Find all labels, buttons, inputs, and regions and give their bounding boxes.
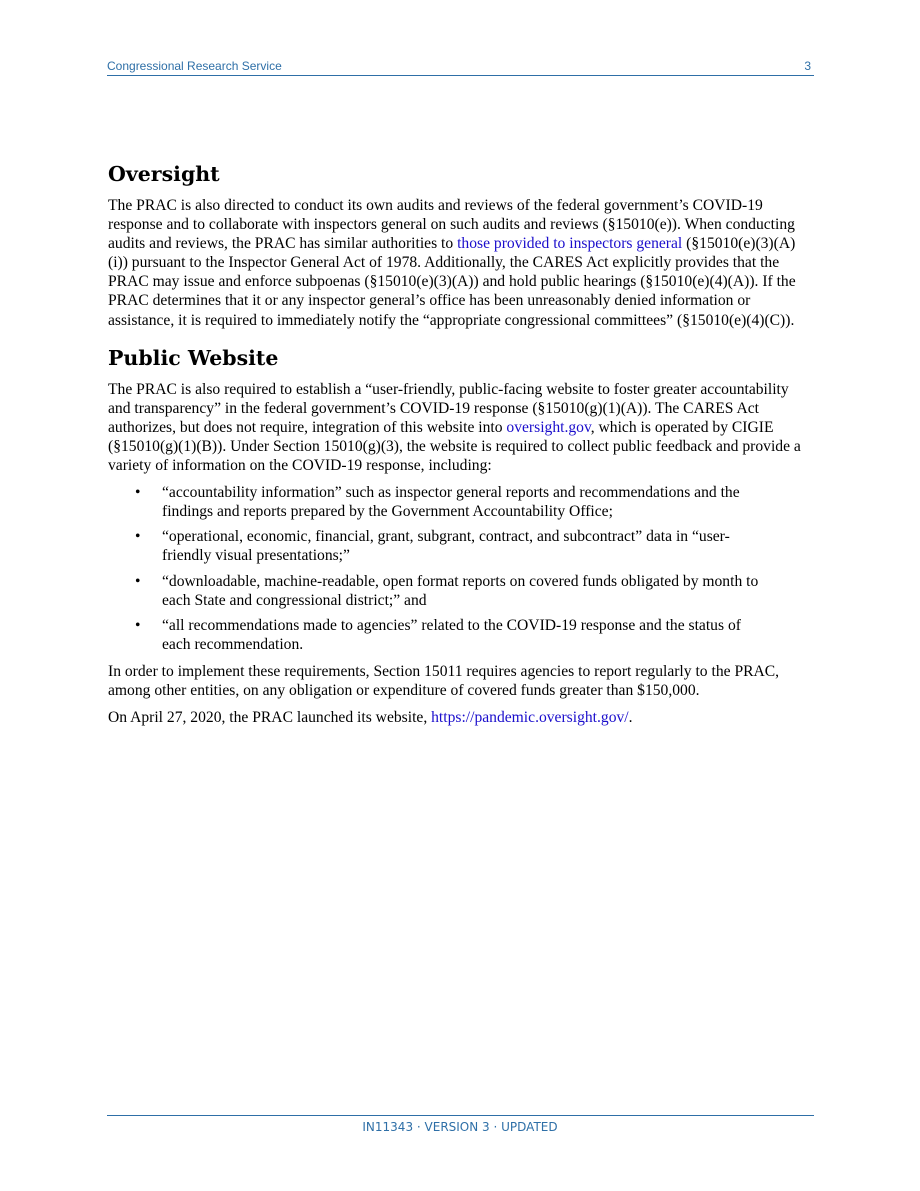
ig-authorities-link[interactable]: those provided to inspectors general (457, 235, 683, 253)
oversight-text-a: The PRAC is also directed to conduct its own audits and reviews of the federal government’s COVID-19 response and to collaborate with inspectors general on such audits and reviews (§15010(e)). When conducting audits and reviews, the PRAC has similar authorities to (108, 197, 795, 253)
website-text-a: The PRAC is also required to establish a “user-friendly, public-facing website to foster greater accountability and transparency” in the federal government’s COVID-19 response (§15010(g)(1)(A)). The CARES Act authorizes, but does not require, integration of this website into (108, 380, 789, 436)
reporting-paragraph: In order to implement these requirements, Section 15011 requires agencies to report regularly to the PRAC, among other entities, on any obligation or expenditure of covered funds greater than $150,000. (108, 662, 780, 699)
bullet-icon: • (135, 528, 141, 546)
list-item-text: “all recommendations made to agencies” related to the COVID-19 response and the status of each recommendation. (162, 616, 741, 653)
launch-text-b: . (628, 709, 633, 727)
bullet-icon: • (135, 616, 141, 634)
oversight-text-b: (§15010(e)(3)(A)(i)) pursuant to the Inspector General Act of 1978. Additionally, the CARES Act explicitly provides that the PRAC may issue and enforce subpoenas (§15010(e)(3)(A)) and hold public hearings (§15010(e)(4)(A)). If the PRAC determines that it or any inspector general’s office has been unreasonably denied information or assistance, it is required to immediately notify the “appropriate congressional committees” (§15010(e)(4)(C)). (108, 235, 796, 329)
list-item-text: “operational, economic, financial, grant, subgrant, contract, and subcontract” data in “user-friendly visual presentations;” (162, 528, 730, 565)
page-header (107, 58, 814, 76)
list-item-text: “accountability information” such as inspector general reports and recommendations and the findings and reports prepared by the Government Accountability Office; (162, 484, 740, 521)
launch-paragraph (108, 708, 814, 727)
oversight-paragraph (108, 196, 814, 330)
oversight-heading: Oversight (108, 162, 220, 186)
page-number: 3 (804, 59, 811, 73)
list-item (108, 483, 762, 521)
header-org: Congressional Research Service (107, 59, 282, 73)
list-item (108, 616, 762, 654)
website-paragraph (108, 380, 814, 475)
oversight-gov-link[interactable]: oversight.gov (506, 418, 591, 436)
pandemic-oversight-link[interactable]: https://pandemic.oversight.gov/ (431, 709, 629, 727)
main-content (108, 160, 814, 735)
website-text-b: , which is operated by CIGIE (§15010(g)(1)(B)). Under Section 15010(g)(3), the website is required to collect public feedback and provide a variety of information on the COVID-19 response, including: (108, 418, 801, 475)
footer-id: IN11343 · VERSION 3 · UPDATED (362, 1120, 558, 1134)
bullet-icon: • (135, 572, 141, 590)
launch-text-a: On April 27, 2020, the PRAC launched its website, (108, 709, 432, 727)
list-item (108, 527, 762, 565)
footer-rule (107, 1115, 814, 1116)
requirements-list (108, 483, 814, 654)
list-item-text: “downloadable, machine-readable, open format reports on covered funds obligated by month to each State and congressional district;” and (162, 572, 759, 609)
public-website-heading: Public Website (108, 345, 279, 370)
bullet-icon: • (135, 484, 141, 502)
list-item (108, 572, 762, 610)
